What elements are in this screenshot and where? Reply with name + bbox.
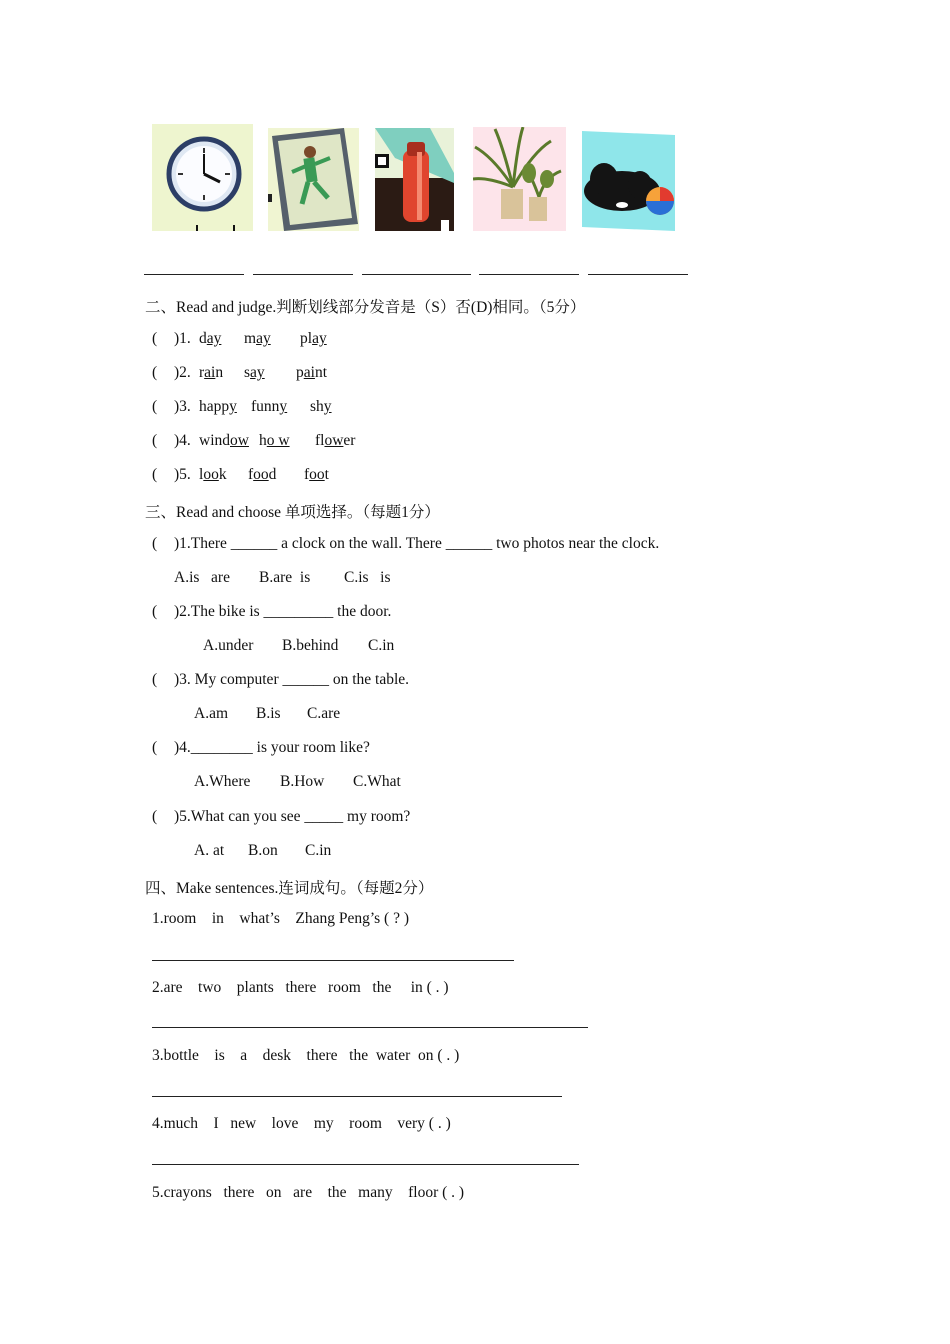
judge-word: may <box>244 330 271 347</box>
answer-blank-2[interactable] <box>253 274 353 275</box>
bottle-picture <box>375 128 454 231</box>
question-text: )5.What can you see _____ my room? <box>174 808 411 825</box>
option[interactable]: B.How <box>280 773 325 790</box>
option[interactable]: C.are <box>307 705 341 722</box>
sentence-answer-line[interactable] <box>152 1027 588 1028</box>
poster-icon <box>268 128 359 231</box>
judge-word: look <box>199 466 227 483</box>
dog-picture <box>582 131 675 231</box>
scrambled-words: 2.are two plants there room the in ( . ) <box>152 979 449 996</box>
answer-paren[interactable]: ( <box>152 466 158 483</box>
judge-word: day <box>199 330 222 347</box>
sentence-answer-line[interactable] <box>152 960 514 961</box>
scrambled-words: 5.crayons there on are the many floor ( . ) <box>152 1184 465 1201</box>
item-number: )3. <box>174 398 191 415</box>
plant-icon <box>473 127 566 231</box>
question-text: )4.________ is your room like? <box>174 739 370 756</box>
judge-word: shy <box>310 398 332 415</box>
scrambled-words: 1.room in what’s Zhang Peng’s ( ? ) <box>152 910 410 927</box>
plants-picture <box>473 127 566 231</box>
poster-picture <box>268 128 359 231</box>
answer-blank-5[interactable] <box>588 274 688 275</box>
judge-word: window <box>199 432 249 449</box>
item-number: )4. <box>174 432 191 449</box>
clock-icon <box>152 124 253 231</box>
answer-paren[interactable]: ( <box>152 364 158 381</box>
sentence-answer-line[interactable] <box>152 1096 562 1097</box>
judge-word: ho w <box>259 432 290 449</box>
section-2-title: 二、Read and judge.判断划线部分发音是（S）否(D)相同。（5分） <box>145 299 586 316</box>
option[interactable]: B.behind <box>282 637 339 654</box>
sentence-answer-line[interactable] <box>152 1164 579 1165</box>
option[interactable]: B.is <box>256 705 281 722</box>
judge-word: play <box>300 330 327 347</box>
question-text: )1.There ______ a clock on the wall. There ______ two photos near the clock. <box>174 535 660 552</box>
dog-icon <box>582 131 675 231</box>
option[interactable]: B.on <box>248 842 278 859</box>
judge-word: paint <box>296 364 327 381</box>
answer-paren[interactable]: ( <box>152 808 158 825</box>
item-number: )5. <box>174 466 191 483</box>
section-4-title: 四、Make sentences.连词成句。（每题2分） <box>145 880 434 897</box>
scrambled-words: 3.bottle is a desk there the water on ( . ) <box>152 1047 460 1064</box>
option[interactable]: C.is is <box>344 569 391 586</box>
option[interactable]: A.Where <box>194 773 251 790</box>
clock-picture <box>152 124 253 231</box>
bottle-icon <box>375 128 454 231</box>
item-number: )2. <box>174 364 191 381</box>
answer-blank-1[interactable] <box>144 274 244 275</box>
judge-word: happy <box>199 398 237 415</box>
option[interactable]: A. at <box>194 842 225 859</box>
answer-blank-3[interactable] <box>362 274 471 275</box>
section-3-title: 三、Read and choose 单项选择。（每题1分） <box>145 504 440 521</box>
option[interactable]: A.am <box>194 705 229 722</box>
judge-word: flower <box>315 432 356 449</box>
answer-paren[interactable]: ( <box>152 398 158 415</box>
answer-paren[interactable]: ( <box>152 535 158 552</box>
judge-word: foot <box>304 466 329 483</box>
answer-paren[interactable]: ( <box>152 603 158 620</box>
question-text: )2.The bike is _________ the door. <box>174 603 392 620</box>
option[interactable]: A.is are <box>174 569 230 586</box>
answer-paren[interactable]: ( <box>152 739 158 756</box>
answer-blank-4[interactable] <box>479 274 579 275</box>
scrambled-words: 4.much I new love my room very ( . ) <box>152 1115 451 1132</box>
question-text: )3. My computer ______ on the table. <box>174 671 410 688</box>
answer-paren[interactable]: ( <box>152 671 158 688</box>
option[interactable]: B.are is <box>259 569 311 586</box>
judge-word: say <box>244 364 265 381</box>
option[interactable]: A.under <box>203 637 254 654</box>
judge-word: rain <box>199 364 224 381</box>
item-number: )1. <box>174 330 191 347</box>
option[interactable]: C.in <box>368 637 395 654</box>
option[interactable]: C.in <box>305 842 332 859</box>
judge-word: funny <box>251 398 288 415</box>
answer-paren[interactable]: ( <box>152 432 158 449</box>
judge-word: food <box>248 466 277 483</box>
answer-paren[interactable]: ( <box>152 330 158 347</box>
option[interactable]: C.What <box>353 773 401 790</box>
